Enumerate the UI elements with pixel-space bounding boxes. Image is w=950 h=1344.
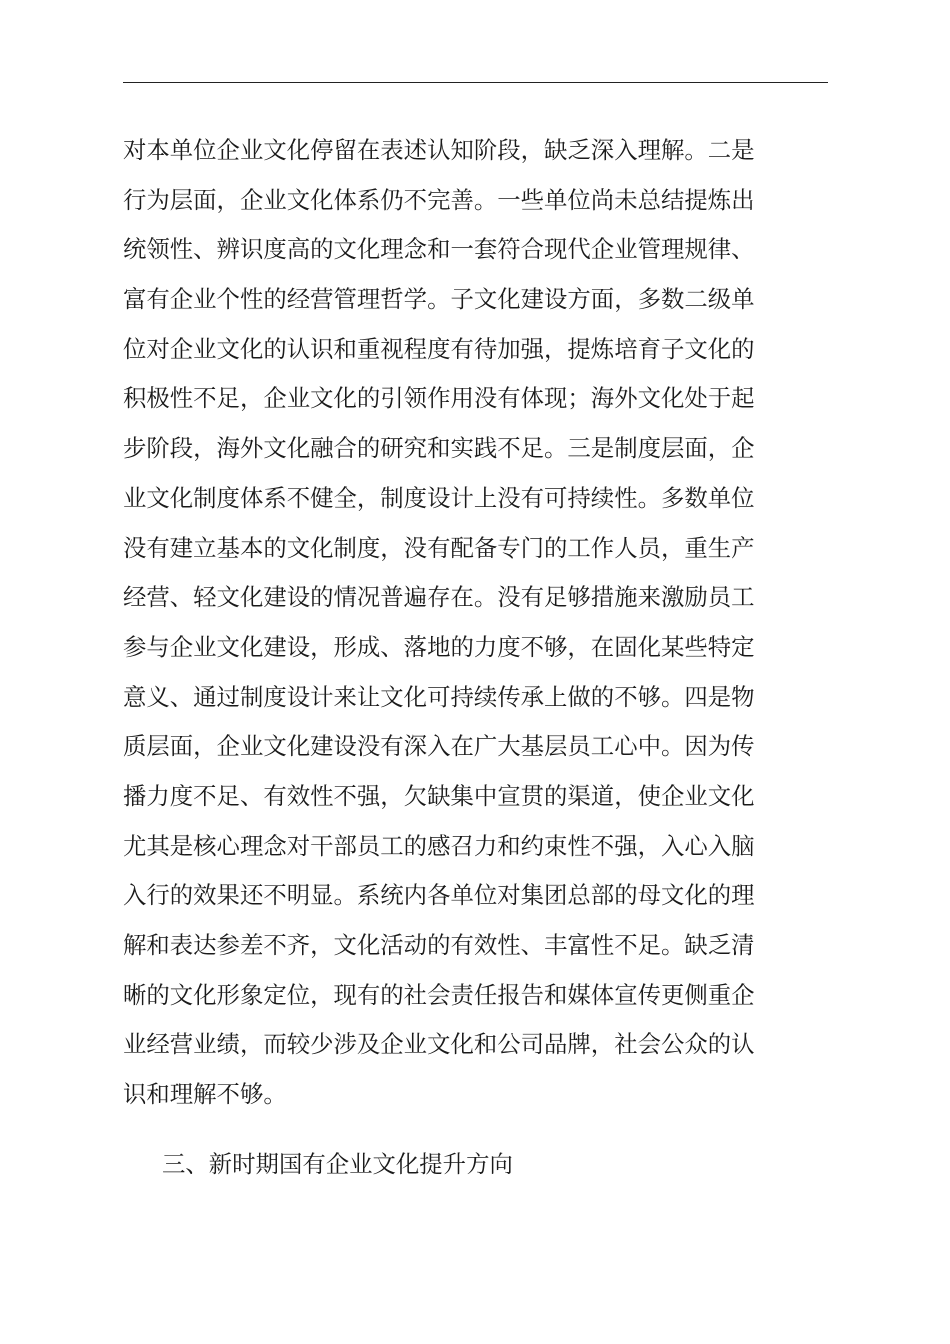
paragraph-line: 步阶段，海外文化融合的研究和实践不足。三是制度层面，企 bbox=[123, 434, 755, 463]
paragraph-line: 统领性、辨识度高的文化理念和一套符合现代企业管理规律、 bbox=[123, 235, 755, 264]
paragraph-line: 业经营业绩，而较少涉及企业文化和公司品牌，社会公众的认 bbox=[123, 1030, 755, 1059]
paragraph-line: 尤其是核心理念对干部员工的感召力和约束性不强，入心入脑 bbox=[123, 831, 755, 860]
body-paragraph bbox=[123, 126, 831, 1120]
paragraph-line: 参与企业文化建设，形成、落地的力度不够，在固化某些特定 bbox=[123, 632, 755, 661]
paragraph-line: 解和表达参差不齐，文化活动的有效性、丰富性不足。缺乏清 bbox=[123, 931, 755, 959]
paragraph-line: 积极性不足，企业文化的引领作用没有体现；海外文化处于起 bbox=[123, 384, 755, 413]
header-rule bbox=[123, 82, 828, 83]
paragraph-line: 行为层面，企业文化体系仍不完善。一些单位尚未总结提炼出 bbox=[123, 185, 755, 214]
paragraph-line: 对本单位企业文化停留在表述认知阶段，缺乏深入理解。二是 bbox=[123, 136, 755, 164]
paragraph-line: 入行的效果还不明显。系统内各单位对集团总部的母文化的理 bbox=[123, 881, 755, 910]
paragraph-line: 质层面，企业文化建设没有深入在广大基层员工心中。因为传 bbox=[123, 732, 755, 761]
paragraph-line: 位对企业文化的认识和重视程度有待加强，提炼培育子文化的 bbox=[123, 334, 755, 363]
section-heading: 三、新时期国有企业文化提升方向 bbox=[162, 1150, 513, 1178]
paragraph-line: 没有建立基本的文化制度，没有配备专门的工作人员，重生产 bbox=[123, 533, 755, 562]
paragraph-line: 播力度不足、有效性不强，欠缺集中宣贯的渠道，使企业文化 bbox=[123, 781, 755, 810]
paragraph-line: 富有企业个性的经营管理哲学。子文化建设方面，多数二级单 bbox=[123, 285, 755, 314]
paragraph-line: 晰的文化形象定位，现有的社会责任报告和媒体宣传更侧重企 bbox=[123, 980, 755, 1009]
paragraph-line: 识和理解不够。 bbox=[123, 1080, 287, 1109]
paragraph-line: 业文化制度体系不健全，制度设计上没有可持续性。多数单位 bbox=[123, 483, 755, 512]
paragraph-line: 经营、轻文化建设的情况普遍存在。没有足够措施来激励员工 bbox=[123, 583, 755, 612]
paragraph-line: 意义、通过制度设计来让文化可持续传承上做的不够。四是物 bbox=[123, 682, 755, 711]
